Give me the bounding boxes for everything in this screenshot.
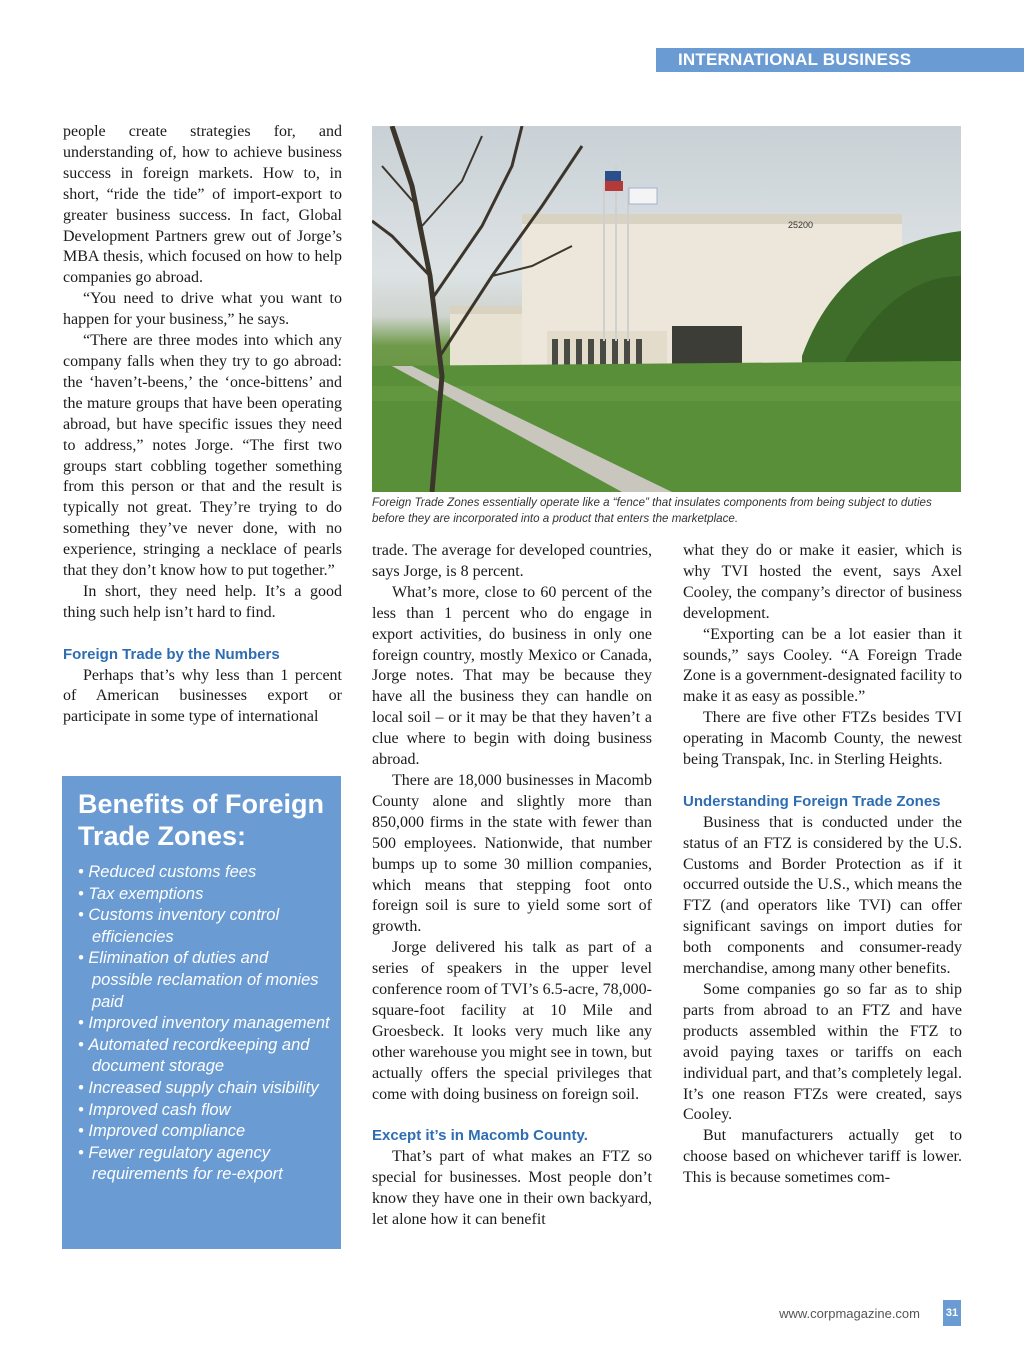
column-1-paragraph: “There are three modes into which any company falls when they try to go abroad: the ‘haven’t-beens,’ the ‘once-bittens’ and the mature groups that have been operating abroad, but have specific issues they need to address,” notes Jorge. “The first two groups start cobbling together something from this person or that and the result is typically not great. They’re trying to do something they’ve never done, with no experience, stringing a necklace of pearls that they don’t know how to put together.” xyxy=(63,332,342,580)
column-1 xyxy=(63,122,342,728)
benefits-sidebar xyxy=(62,776,341,1249)
subhead-understanding-ftz: Understanding Foreign Trade Zones xyxy=(683,792,941,810)
footer-url: www.corpmagazine.com xyxy=(779,1306,920,1321)
page-number: 31 xyxy=(943,1300,961,1326)
subhead-except-macomb: Except it’s in Macomb County. xyxy=(372,1127,588,1145)
column-1-paragraph: people create strategies for, and understanding of, how to achieve business success in foreign markets. How to, in short, “ride the tide” of import-export to greater business success. In fact, Global Development Partners grew out of Jorge’s MBA thesis, which focused on how to help companies go abroad. xyxy=(63,123,342,287)
column-1-paragraph: In short, they need help. It’s a good thing such help isn’t hard to find. xyxy=(63,582,342,621)
building-number: 25200 xyxy=(788,220,814,230)
column-1-paragraph: “You need to drive what you want to happen for your business,” he says. xyxy=(63,290,342,329)
list-item: • Reduced customs fees xyxy=(78,862,331,884)
column-3-paragraph: But manufacturers actually get to choose based on whichever tariff is lower. This is because sometimes com- xyxy=(683,1127,962,1187)
building-photo-illustration xyxy=(372,126,961,492)
column-2-paragraph: There are 18,000 businesses in Macomb County alone and slightly more than 850,000 firms in the state with fewer than 500 employees. Nationwide, that number bumps up to some 30 million companies, which means that stepping foot onto foreign soil is sure to yield some sort of growth. xyxy=(372,771,652,936)
list-item: • Automated recordkeeping and document storage xyxy=(78,1035,331,1078)
list-item: • Improved cash flow xyxy=(78,1100,331,1122)
list-item: • Elimination of duties and possible reclamation of monies paid xyxy=(78,948,331,1013)
benefits-list xyxy=(78,862,331,1186)
section-banner: INTERNATIONAL BUSINESS xyxy=(656,48,1024,72)
list-item: • Fewer regulatory agency requirements for re-export xyxy=(78,1143,331,1186)
list-item: • Improved inventory management xyxy=(78,1013,331,1035)
building-photo xyxy=(372,126,961,492)
column-3-paragraph: Some companies go so far as to ship parts from abroad to an FTZ and have products assembled within the FTZ to avoid paying taxes or tariffs on each individual part, and that’s completely legal. It’s one reason FTZs were created, says Cooley. xyxy=(683,981,962,1124)
column-1-paragraph: Perhaps that’s why less than 1 percent of American businesses export or participate in some type of international xyxy=(63,666,342,726)
column-3-paragraph: There are five other FTZs besides TVI operating in Macomb County, the newest being Transpak, Inc. in Sterling Heights. xyxy=(683,709,962,769)
column-2-paragraph: Jorge delivered his talk as part of a series of speakers in the upper level conference room of TVI’s 6.5-acre, 78,000-square-foot facility at 10 Mile and Groesbeck. It looks very much like any other warehouse you might see in town, but actually offers the special privileges that come with doing business on foreign soil. xyxy=(372,939,652,1103)
column-3-paragraph: Business that is conducted under the status of an FTZ is considered by the U.S. Customs and Border Protection as if it occurred outside the U.S., which means the FTZ (and operators like TVI) can offer significant savings on import duties for both components and consumer-ready merchandise, among many other benefits. xyxy=(683,813,962,978)
column-2-paragraph: trade. The average for developed countries, says Jorge, is 8 percent. xyxy=(372,542,652,580)
sidebar-title: Benefits of Foreign Trade Zones: xyxy=(78,789,325,851)
column-2-paragraph: That’s part of what makes an FTZ so special for businesses. Most people don’t know they have one in their own backyard, let alone how it can benefit xyxy=(372,1148,652,1228)
list-item: • Increased supply chain visibility xyxy=(78,1078,331,1100)
column-2 xyxy=(372,541,652,1231)
column-3-paragraph: “Exporting can be a lot easier than it sounds,” says Cooley. “A Foreign Trade Zone is a government-designated facility to make it as easy as possible.” xyxy=(683,625,962,706)
photo-caption: Foreign Trade Zones essentially operate like a “fence” that insulates components from being subject to duties before they are incorporated into a product that enters the marketplace. xyxy=(372,496,932,525)
column-3-paragraph: what they do or make it easier, which is why TVI hosted the event, says Axel Cooley, the company’s director of business development. xyxy=(683,542,962,622)
list-item: • Improved compliance xyxy=(78,1121,331,1143)
list-item: • Customs inventory control efficiencies xyxy=(78,905,331,948)
column-2-paragraph: What’s more, close to 60 percent of the less than 1 percent who do engage in export activities, do business in only one foreign country, mostly Mexico or Canada, Jorge notes. That may be because they have all the business they can handle on local soil – or it may be that they haven’t a clue where to begin with doing business abroad. xyxy=(372,583,652,769)
column-3 xyxy=(683,541,962,1189)
subhead-foreign-trade-by-numbers: Foreign Trade by the Numbers xyxy=(63,645,280,663)
list-item: • Tax exemptions xyxy=(78,884,331,906)
